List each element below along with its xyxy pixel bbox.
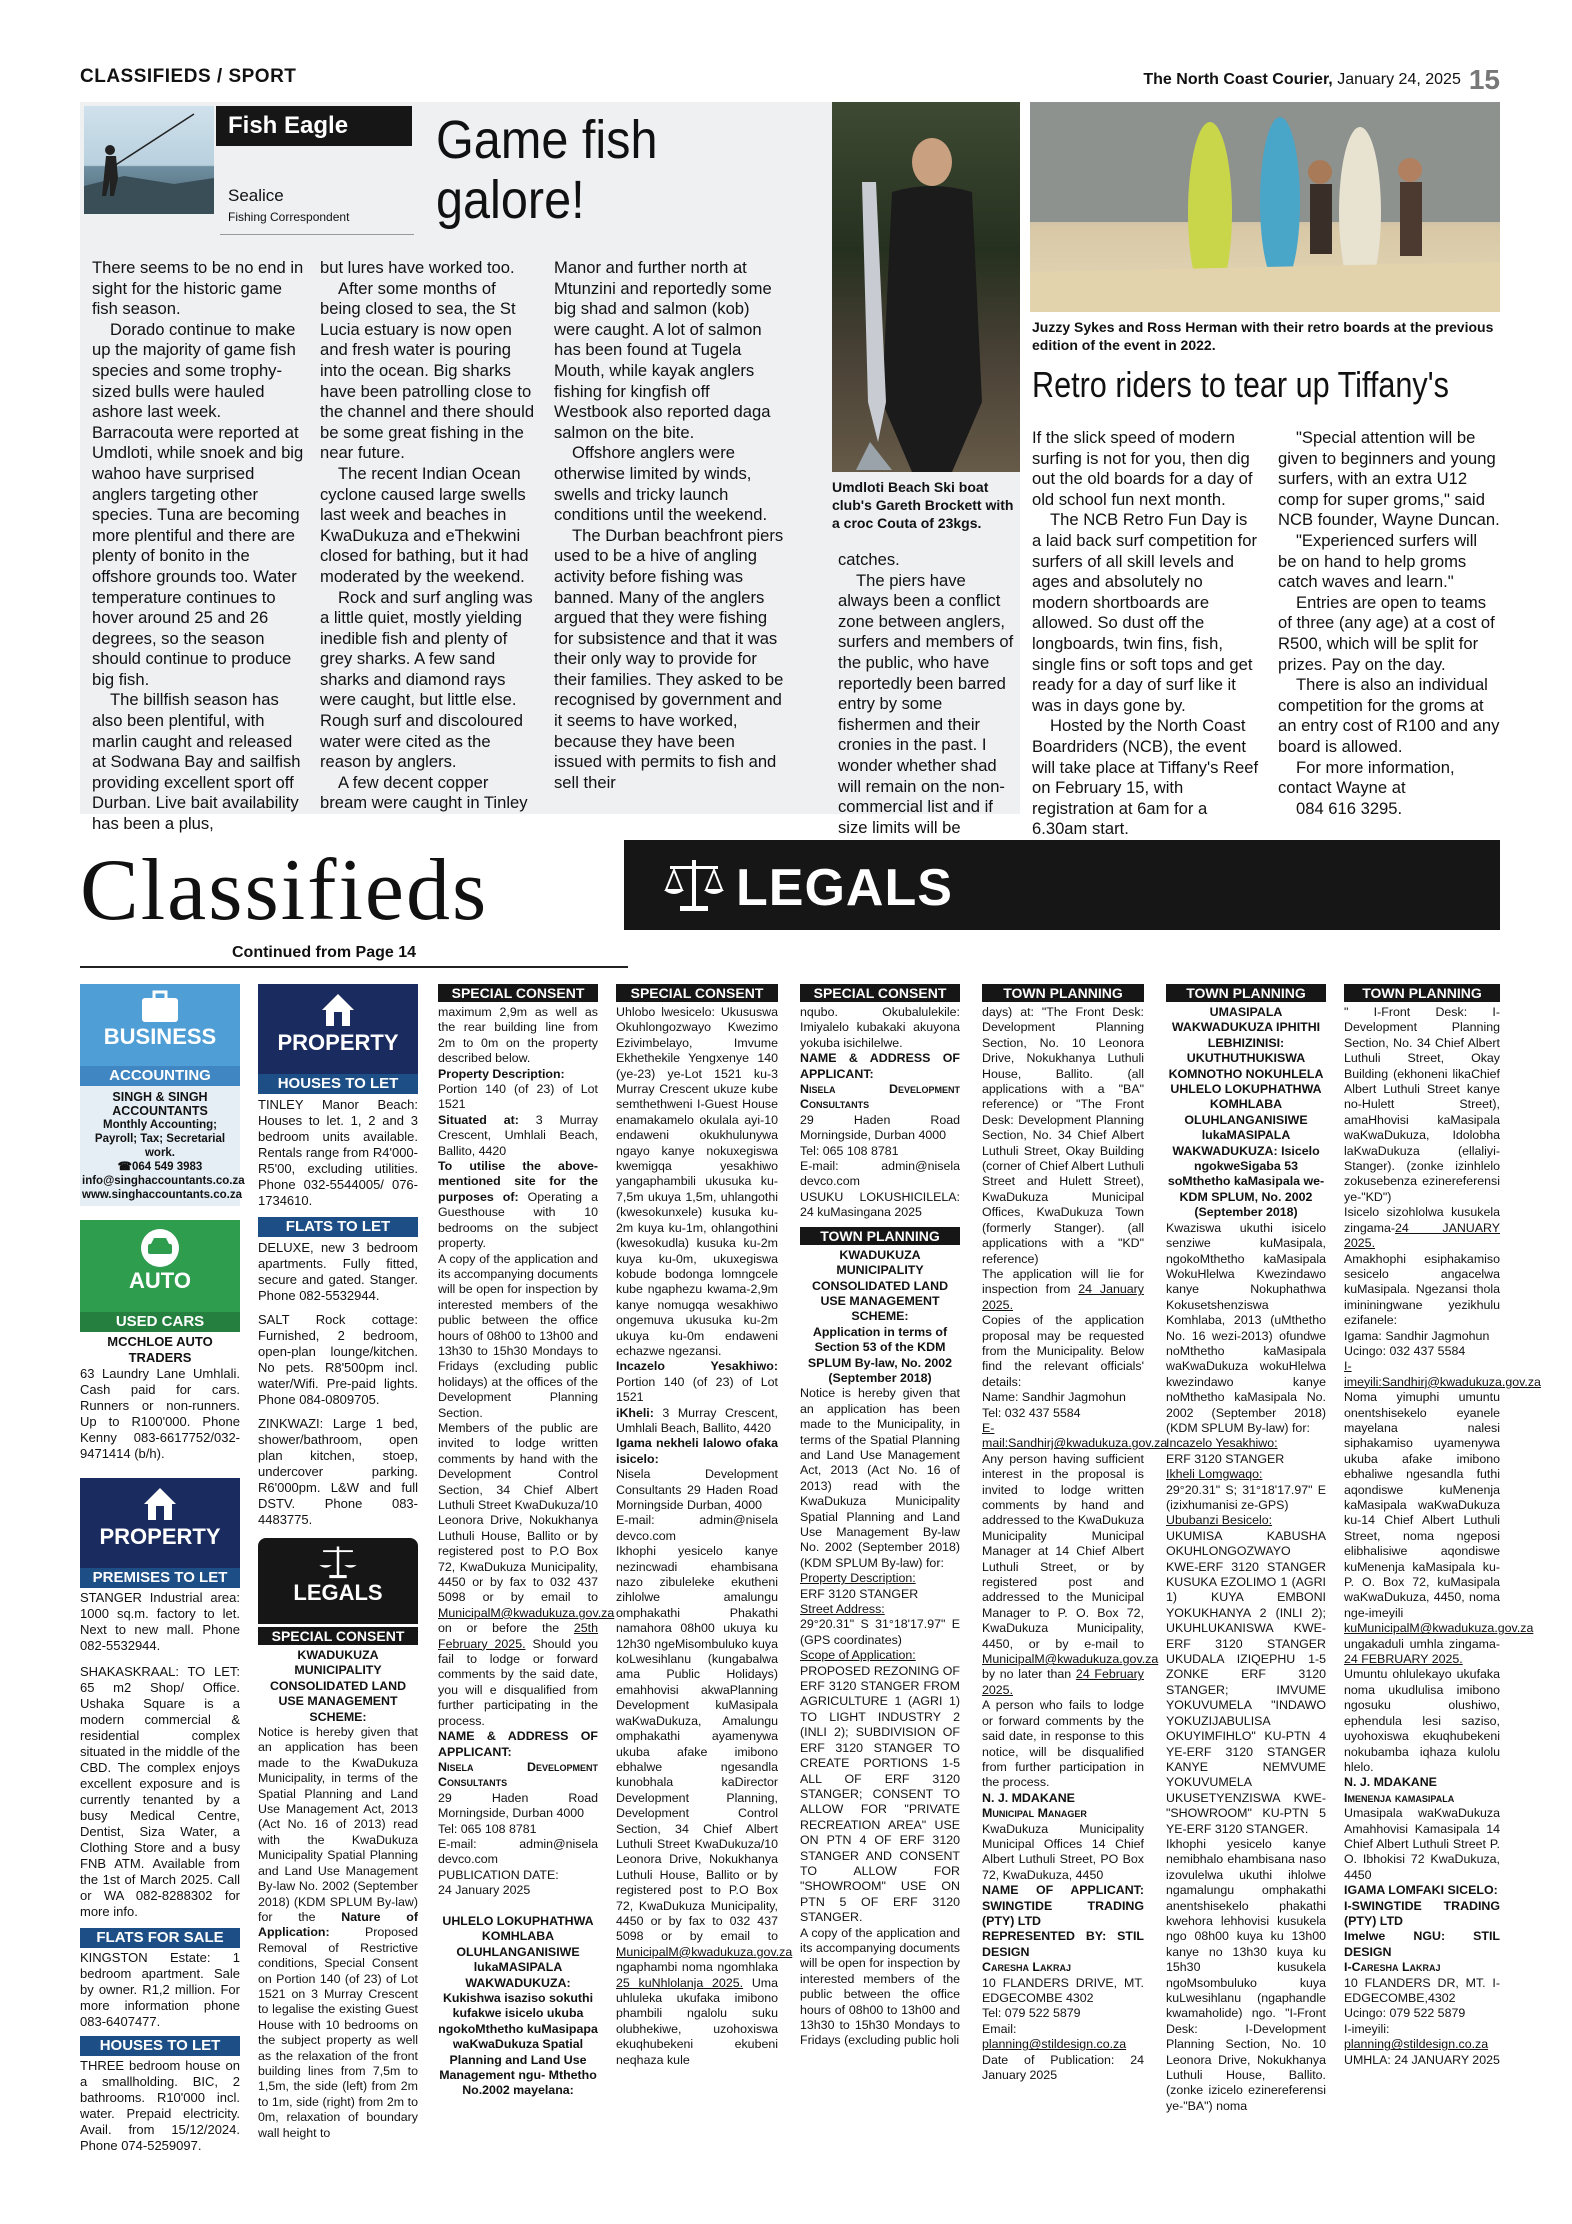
scope: PROPOSED REZONING OF ERF 3120 STANGER FROM AGRICULTURE 1 (AGRI 1) TO LIGHT INDUSTRY 2 (INLI 2); SUBDIVISION OF ERF 3120 STANGER TO CREATE PORTIONS 1-5 ALL OF ERF 3120 STANGER; CONSENT TO ALLOW FOR "PRIVATE RECREATION AREA" USE ON PTN 4 OF ERF 3120 STANGER AND CONSENT TO ALLOW FOR "SHOWROOM" USE ON PTN 5 OF ERF 3120 STANGER. bbox=[800, 1663, 960, 1925]
headline-line-2: galore! bbox=[436, 170, 585, 230]
continued-note: Continued from Page 14 bbox=[232, 944, 417, 961]
paragraph: The piers have always been a conflict zone between anglers, surfers and members of the public, who have reportedly been barred entry by some fishermen and their cronies in the past. I wonder whether shad will remain on the non-commercial list and if size limits will be bbox=[838, 570, 1014, 837]
legal-column-5 bbox=[800, 984, 960, 2049]
legal-column-8 bbox=[1344, 984, 1541, 2068]
ad-text: TINLEY Manor Beach: Houses to let. 1, 2 and 3 bedroom units available. Rentals range from R4'000-R5'00, excluding utilities. Phone 032-5544005/ 076-1734610. bbox=[258, 1097, 418, 1208]
special-consent-label: SPECIAL CONSENT bbox=[258, 1627, 418, 1645]
label: Property Description: bbox=[438, 1066, 565, 1081]
used-cars-label: USED CARS bbox=[80, 1312, 240, 1332]
ad-name: MCCHLOE AUTO TRADERS bbox=[107, 1334, 213, 1365]
paragraph: "Experienced surfers will be on hand to help groms catch waves and learn." bbox=[1278, 530, 1478, 592]
scales-of-justice-icon bbox=[662, 856, 726, 914]
text: maximum 2,9m as well as the rear building line from 2m to 0m on the property described below. bbox=[438, 1005, 598, 1066]
ad-text: DELUXE, new 3 bedroom apartments. Fully fitted, secure and gated. Stanger. Phone 082-5532944. bbox=[258, 1240, 418, 1303]
representative: Imelwe NGU: STIL DESIGN bbox=[1344, 1929, 1500, 1959]
manager-title: Imenenja kamasipala bbox=[1344, 1790, 1455, 1805]
ad-services: Monthly Accounting; Payroll; Tax; Secretarial work. bbox=[94, 1119, 226, 1159]
masthead-date bbox=[1143, 64, 1500, 96]
column-badge: Fish Eagle bbox=[216, 106, 412, 146]
label: Street Address: bbox=[800, 1602, 885, 1617]
text: Portion 140 (of 23) of Lot 1521 bbox=[616, 1374, 778, 1405]
legal-column-4 bbox=[616, 984, 793, 2068]
text: Uma uhluleka ukufaka imibono phambili ngalolu suku olubhekiwe, uzohoxiswa ekuqhubekeni ekubeni neqhaza kule bbox=[616, 1975, 778, 2067]
story-column-1 bbox=[92, 258, 304, 835]
surfers-photo bbox=[1030, 102, 1500, 312]
label: Situated at: bbox=[438, 1112, 519, 1127]
email-link[interactable]: MunicipalM@kwadukuza.gov.za bbox=[438, 1605, 615, 1620]
erf: ERF 3120 STANGER bbox=[1166, 1451, 1285, 1466]
date: 24 January 2025. bbox=[982, 1282, 1144, 1312]
label: Incazelo Yesakhiwo: bbox=[1166, 1436, 1278, 1451]
paper-name: The North Coast Courier, bbox=[1143, 71, 1333, 89]
columnist-name: Sealice bbox=[228, 186, 284, 205]
text: Amakhophi esiphakamiso sesicelo angacelwa kuMasipala. Ngezansi thola imininingwane yezikhulu ezifanele: bbox=[1344, 1251, 1500, 1328]
legals-title: LEGALS bbox=[736, 859, 953, 917]
contact-name: Igama: Sandhir Jagmohun bbox=[1344, 1328, 1490, 1343]
nature-label: Nature of Application: bbox=[258, 1909, 418, 1940]
address: KwaDukuza Municipality Municipal Offices 14 Chief Albert Luthuli Street, PO Box 72, KwaDukuza, 4450 bbox=[982, 1821, 1144, 1882]
byline-rule bbox=[220, 234, 414, 235]
label: Ikheli Lomgwaqo: bbox=[1166, 1467, 1263, 1482]
text: Ikhophi yesicelo kanye nemibhalo ehambisana naso izovulelwa ukuthi ihlolwe ngamalungu omphakathi anentshisekelo phakathi kwehora lehhovisi kusukela ngo 08h00 kuya ku 13h00 kanye no 13h30 kuya ku 15h30 kusukela ngoMsombuluko kuya kuLwesihlanu (ngaphandle kwamaholide) ngo. "I-Front Desk: I-Development Planning Section, No. 10 Leonora Drive, Nokukhanya Luthuli House, Ballito. (zonke izicelo ezinereferensi ye-"BA") noma bbox=[1166, 1836, 1326, 2113]
label: PUBLICATION DATE: bbox=[438, 1867, 559, 1882]
classifieds-banner bbox=[80, 840, 1500, 970]
text: Portion 140 (of 23) of Lot 1521 bbox=[438, 1082, 598, 1112]
deadline: 24 FEBRUARY 2025. bbox=[1344, 1652, 1463, 1667]
label: Property Description: bbox=[800, 1571, 916, 1586]
scheme-title: KWADUKUZA MUNICIPALITY CONSOLIDATED LAND USE MANAGEMENT SCHEME: bbox=[811, 1247, 949, 1324]
publication-date: Date of Publication: 24 January 2025 bbox=[982, 2052, 1144, 2083]
premises-label: PREMISES TO LET bbox=[80, 1568, 240, 1588]
label: Email: bbox=[982, 2021, 1017, 2036]
ad-email: info@singhaccountants.co.za bbox=[82, 1175, 245, 1187]
story-headline bbox=[436, 110, 657, 230]
retro-column-1 bbox=[1032, 428, 1260, 840]
angler-with-fish-image bbox=[832, 102, 1020, 472]
special-consent-label: SPECIAL CONSENT bbox=[616, 984, 778, 1002]
houses-to-let-label: HOUSES TO LET bbox=[80, 2036, 240, 2056]
address: 10 FLANDERS DR, MT. I-EDGECOMBE,4302 bbox=[1344, 1975, 1500, 2005]
email: E-mail: admin@nisela devco.com bbox=[800, 1159, 960, 1189]
application-title: Application in terms of Section 53 of the KDM SPLUM By-law, No. 2002 (September 2018) bbox=[807, 1324, 953, 1385]
classified-column-1 bbox=[80, 984, 245, 2154]
text: Should you fail to lodge or forward comments by the said date, you will e disqualified from further participating in the process. bbox=[438, 1636, 598, 1728]
address: 29 Haden Road Morningside, Durban 4000 bbox=[800, 1112, 960, 1143]
address: 10 FLANDERS DRIVE, MT. EDGECOMBE 4302 bbox=[982, 1975, 1144, 2005]
label: Incazelo Yesakhiwo: bbox=[616, 1359, 778, 1374]
scales-of-justice-icon bbox=[318, 1544, 358, 1580]
text: Notice is hereby given that an application has been made to the Municipality, in terms of the Spatial Planning and Land Use Management Act, 2013 (Act No. 16 of 2013) read with the KwaDukuza Municipality Spatial Planning and Land Use Management By-law No. 2002 (September 2018) (KDM SPLUM By-law) for: bbox=[800, 1386, 960, 1570]
email-link[interactable]: MunicipalM@kwadukuza.gov.za bbox=[982, 1652, 1159, 1667]
contact-name: Name: Sandhir Jagmohun bbox=[982, 1390, 1126, 1405]
text: Noma yimuphi umuntu onentshisekelo eyanele mayelana nalesi siphakamiso uyamenywa ukuba afake imibono ebhaliwe ngesandla futhi aqondiswe kuMenenja kaMasipala waKwaDukuza ku-14 Chief Albert Luthuli Street, noma ngeposi elibhalisiwe aqondiswe kuMenenja kaMasipala ku-P. O. Box 72, kuMasipala waKwaDukuza, 4450, noma nge-imeyili bbox=[1344, 1390, 1500, 1620]
phone: Ucingo: 032 437 5584 bbox=[1344, 1343, 1466, 1358]
classifieds-title: Classifieds bbox=[80, 842, 489, 939]
deadline: 25 kuNhlolanja 2025. bbox=[616, 1975, 744, 1990]
paragraph: After some months of being closed to sea, the St Lucia estuary is now open and fresh water is pouring into the ocean. Big sharks have been patrolling close to the channel and there should be some great fishing in the near future. bbox=[320, 278, 535, 463]
zulu-heading: UMASIPALA WAKWADUKUZA IPHITHI LEBHIZINISI: UKUTHUTHUKISWA KOMNOTHO NOKUHLELA UHLELO LOKUPHATHWA KOMHLABA OLUHLANGANISIWE lukaMASIPALA WAKWADUKUZA: Isicelo ngokweSigaba 53 soMthetho kaMasipala we-KDM SPLUM, No. 2002 (September 2018) bbox=[1167, 1005, 1325, 1220]
manager-title: Municipal Manager bbox=[982, 1806, 1087, 1821]
label: To utilise the above-mentioned site for the purposes of: bbox=[438, 1159, 598, 1204]
paragraph: The Durban beachfront piers used to be a hive of angling activity before fishing was banned. Many of the anglers argued that they were fishing for subsistence and that it was their only way to provide for their families. They asked to be recognised by government and it seems to have worked, because they have been issued with permits to fish and sell their bbox=[554, 525, 784, 792]
scope: UKUMISA KABUSHA OKUHLONGOZWAYO KWE-ERF 3120 STANGER KUSUKA EZOLIMO 1 (AGRI 1) KUYA EMBONI YOKUKHANYA 2 (INLI 2); UKUHLUKANISWA KWE-ERF 3120 STANGER UKUDALA IZIQEPHU 1-5 ZONKE ERF 3120 STANGER; IMVUME YOKUVUMELA "INDAWO YOKUZIJABULISA OKUYIMFIHLO" KU-PTN 4 YE-ERF 3120 STANGER KANYE NEMVUME YOKUVUMELA UKUSETYENZISWA KWE-"SHOWROOM" KU-PTN 5 YE-ERF 3120 STANGER. bbox=[1166, 1528, 1326, 1836]
legal-column-3 bbox=[438, 984, 615, 2099]
address: 29 Haden Road Morningside, Durban 4000 bbox=[438, 1790, 598, 1821]
date: 24 January 2025 bbox=[438, 1883, 531, 1898]
text: 3 Murray Crescent, Umhlali Beach, Ballito, 4420 bbox=[616, 1405, 778, 1435]
deadline: 24 February 2025. bbox=[982, 1667, 1144, 1697]
flats-for-sale-label: FLATS FOR SALE bbox=[80, 1928, 240, 1948]
story-column-4 bbox=[838, 550, 1018, 859]
text: " I-Front Desk: I-Development Planning Section, No. 34 Chief Albert Luthuli Street, Okay Building (ekhoneni likaChief Albert Luthuli Street kanye no-Hulett Street), amaHhovisi kaMasipala waKwaDukuza, Idolobha laKwaDukuza (ellaliyi-Stanger). (zonke izinhlelo zokusebenza ezinereferensi ye-"KD") bbox=[1344, 1005, 1500, 1204]
ad-text: SHAKASKRAAL: TO LET: 65 m2 Shop/ Office. Ushaka Square is a modern commercial & residential complex situated in the middle of the CBD. The complex enjoys excellent exposure and is currently tenanted by a busy Medical Centre, Dentist, Siza Water, a Clothing Store and a busy FNB ATM. Available from the 1st of March 2025. Call or WA 082-8288302 for more info. bbox=[80, 1664, 240, 1919]
classified-column-2 bbox=[258, 984, 418, 2141]
accountants-ad bbox=[80, 1086, 245, 1206]
ad-text: STANGER Industrial area: 1000 sq.m. factory to let. Next to new mall. Phone 082-5532944. bbox=[80, 1590, 240, 1653]
contact: I-Caresha Lakraj bbox=[1344, 1960, 1441, 1975]
page-number: 15 bbox=[1468, 64, 1500, 95]
ad-text: SALT Rock cottage: Furnished, 2 bedroom, open-plan lounge/kitchen. No pets. R8'500pm incl. water/Wifi. Pre-paid lights. Phone 084-0809705. bbox=[258, 1312, 418, 1407]
town-planning-label: TOWN PLANNING bbox=[1166, 984, 1326, 1002]
gps: 29°20.31" S 31°18'17.97" E (GPS coordinates) bbox=[800, 1617, 960, 1647]
town-planning-label: TOWN PLANNING bbox=[800, 1227, 960, 1245]
banner-rule bbox=[80, 966, 628, 968]
retro-caption: Juzzy Sykes and Ross Herman with their retro boards at the previous edition of the event in 2022. bbox=[1032, 319, 1494, 353]
contact: Caresha Lakraj bbox=[982, 1960, 1071, 1975]
applicant: Nisela Development Consultants bbox=[800, 1082, 960, 1112]
accounting-label: ACCOUNTING bbox=[80, 1066, 240, 1086]
label: IGAMA LOMFAKI SICELO: bbox=[1344, 1883, 1498, 1898]
property-category bbox=[80, 1478, 240, 1568]
text: ngaphambi noma ngomhlaka bbox=[616, 1960, 778, 1975]
auto-label: AUTO bbox=[129, 1267, 191, 1293]
label: I-imeyili: bbox=[1344, 2021, 1390, 2036]
ad-text: THREE bedroom house on a smallholding. BIC, 2 bathrooms. R10'000 incl. water. Prepaid electricity. Avail. from 15/12/2024. Phone 074-5259097. bbox=[80, 2058, 240, 2153]
paragraph: catches. bbox=[838, 550, 900, 569]
publication-date: USUKU LOKUSHICILELA: 24 kuMasingana 2025 bbox=[800, 1189, 960, 1220]
applicant: I-SWINGTIDE TRADING (PTY) LTD bbox=[1344, 1898, 1500, 1928]
auto-category bbox=[80, 1220, 240, 1312]
special-consent-label: SPECIAL CONSENT bbox=[800, 984, 960, 1002]
nature-text: Proposed Removal of Restrictive conditions, Special Consent on Portion 140 (of 23) of Lot 1521 on 3 Murray Crescent to legalise the existing Guest House with 10 bedrooms on the subject property as well as the relaxation of the front building lines from 7,5m to 1,5m, the side (left) from 2m to 1m, side (right) from 2m to 0m, relaxation of boundary wall height to bbox=[258, 1925, 418, 2140]
paragraph: The recent Indian Ocean cyclone caused large swells last week and beaches in KwaDukuza and eThekwini closed for bathing, but it had moderated by the weekend. bbox=[320, 463, 529, 586]
paragraph: "Special attention will be given to beginners and young surfers, with an extra U12 comp for super groms," said NCB founder, Wayne Duncan. bbox=[1278, 428, 1500, 530]
paragraph: If the slick speed of modern surfing is not for you, then dig out the old boards for a day of old school fun next month. bbox=[1032, 428, 1253, 509]
briefcase-icon bbox=[140, 990, 180, 1024]
text: Members of the public are invited to lodge written comments by hand with the Development Control Section, 34 Chief Albert Luthuli Street KwaDukuza/10 Leonora Drive, Nokukhanya Luthuli House, Ballito or by registered post to P.O Box 72, KwaDukuza Municipality, 4450 or by fax to 032 437 5098 or by email to bbox=[438, 1420, 598, 1605]
applicant: Nisela Development Consultants bbox=[438, 1759, 598, 1790]
text: 3 Murray Crescent, Umhlali Beach, Ballito, 4420 bbox=[438, 1112, 598, 1158]
paragraph: There is also an individual competition for the groms at an entry cost of R100 and any board is allowed. bbox=[1278, 675, 1500, 756]
label: Scope of Application: bbox=[800, 1648, 916, 1663]
house-icon bbox=[318, 990, 358, 1030]
angler-silhouette-icon bbox=[84, 106, 214, 214]
columnist-photo bbox=[84, 106, 214, 214]
paragraph: For more information, contact Wayne at bbox=[1278, 757, 1455, 798]
email-link[interactable]: I-imeyili:Sandhirj@kwadukuza.gov.za bbox=[1344, 1359, 1541, 1389]
house-icon bbox=[140, 1484, 180, 1524]
property-label: PROPERTY bbox=[277, 1029, 399, 1055]
surfboards-image bbox=[1030, 102, 1500, 312]
text: nqubo. Okubalulekile: Imiyalelo kubakaki akuyona yokuba isichilelwe. bbox=[800, 1005, 960, 1050]
text: A person who fails to lodge or forward comments by the said date, in response to this notice, will be disqualified from further participation in the process. bbox=[982, 1698, 1144, 1790]
catch-photo bbox=[832, 102, 1020, 472]
section-label: CLASSIFIEDS / SPORT bbox=[80, 66, 297, 87]
page-header bbox=[80, 64, 1500, 94]
business-category bbox=[80, 984, 240, 1066]
text: Kwaziswa ukuthi isicelo senziwe kuMasipala, ngokoMthetho kaMasipala WokuHlelwa Kwezindawo kanye Nokuphathwa Kokusetshenziswa Komhlaba, 2013 (uMthetho No. 16 wezi-2013) ofundwe noMthetho kaMasipala waKwaDukuza wokuHlelwa kwezindawo kanye noMthetho kaMasipala No. 2002 (September 2018) (KDM SPLUM By-law) for: bbox=[1166, 1220, 1326, 1435]
text: Ikhophi yesicelo kanye nezincwadi ehambisana nazo zibuleleke ekutheni zihlolwe amalungu omphakathi Phakathi namahora 08h00 ukuya ku 12h30 ngeMisombuluko kuya koLwesihlanu (kungabalwa ama Public Holidays) emahhovisi akwaPlanning Development kuMasipala waKwaDukuza, Amalungu omphakathi ayamenywa ukuba afake imibono ebhalwe ngesandla kunobhala kaDirector Development Planning, Development Control Section, 34 Chief Albert Luthuli Street KwaDukuza/10 Leonora Drive, Nokukhanya Luthuli House, Ballito or by registered post to P.O Box 72, KwaDukuza Municipality, 4450 or by fax to 032 437 5098 or by email to bbox=[616, 1544, 778, 1944]
phone: Tel: 079 522 5879 bbox=[982, 2006, 1081, 2021]
flats-to-let-label: FLATS TO LET bbox=[258, 1217, 418, 1237]
columnist-role: Fishing Correspondent bbox=[228, 210, 350, 224]
retro-headline: Retro riders to tear up Tiffany's bbox=[1032, 364, 1449, 405]
text: Operating a Guesthouse with 10 bedrooms on the subject property. bbox=[438, 1189, 598, 1251]
manager-name: N. J. MDAKANE bbox=[1344, 1775, 1437, 1790]
ad-web: www.singhaccountants.co.za bbox=[82, 1189, 242, 1201]
scheme-title: KWADUKUZA MUNICIPALITY CONSOLIDATED LAND USE MANAGEMENT SCHEME: bbox=[269, 1648, 407, 1724]
fishing-story bbox=[80, 102, 1020, 837]
text: Nisela Development Consultants 29 Haden Road Morningside Durban, 4000 bbox=[616, 1467, 778, 1512]
ad-text: KINGSTON Estate: 1 bedroom apartment. Sale by owner. R1,2 million. For more information phone 083-6407477. bbox=[80, 1950, 240, 2029]
address: Umasipala waKwaDukuza Amahhovisi Kamasipala 14 Chief Albert Luthuli Street P. O. Ibhokisi 72 KwaDukuza, 4450 bbox=[1344, 1806, 1500, 1882]
email: E-mail: admin@nisela devco.com bbox=[616, 1513, 778, 1543]
paragraph: The billfish season has also been plentiful, with marlin caught and released at Sodwana Bay and sailfish providing excellent sport off Durban. Live bait availability has been a plus, bbox=[92, 690, 301, 834]
paragraph: Manor and further north at Mtunzini and reportedly some big shad and salmon (kob) were caught. A lot of salmon has been found at Tugela Mouth, while kayak anglers fishing for kingfish off Westbook also reported daga salmon on the bite. bbox=[554, 258, 772, 442]
ad-name: SINGH & SINGH ACCOUNTANTS bbox=[112, 1090, 208, 1118]
text: Any person having sufficient interest in the proposal is invited to lodge written comments by hand and addressed to the KwaDukuza Municipality Municipal Manager at 14 Chief Albert Luthuli Street, or by registered post and addressed to the Municipal Manager to P. O. Box 72, KwaDukuza Municipality, 4450, or by e-mail to bbox=[982, 1451, 1144, 1651]
paragraph: but lures have worked too. bbox=[320, 258, 515, 277]
town-planning-label: TOWN PLANNING bbox=[982, 984, 1144, 1002]
text: Umuntu ohlulekayo ukufaka noma ukudlulisa imibono ngosuku olushiwo, ephendula lesi saziso, uyohoxiswa ekuqhubekeni nokubamba iqhaza kulolu hlelo. bbox=[1344, 1667, 1500, 1774]
paragraph: The NCB Retro Fun Day is a laid back surf competition for surfers of all skill levels and ages and absolutely no modern shortboards are allowed. So dust off the longboards, twin fins, fish, single fins or soft tops and get ready for a day of surf like it was in days gone by. bbox=[1032, 510, 1258, 715]
headline-line-1: Game fish bbox=[436, 110, 658, 170]
paragraph: Hosted by the North Coast Boardriders (NCB), the event will take place at Tiffany's Reef on February 15, with registration at 6am for a 6.30am start. bbox=[1032, 716, 1259, 839]
legals-label: LEGALS bbox=[293, 1579, 383, 1605]
email-link[interactable]: MunicipalM@kwadukuza.gov.za bbox=[616, 1944, 793, 1959]
phone: Tel: 065 108 8781 bbox=[800, 1143, 899, 1158]
email-link[interactable]: planning@stildesign.co.za bbox=[1344, 2037, 1489, 2052]
photo-caption: Umdloti Beach Ski boat club's Gareth Brockett with a croc Couta of 23kgs. bbox=[832, 479, 1014, 531]
paragraph: Rock and surf angling was a little quiet, mostly yielding inedible fish and plenty of grey sharks. A few sand sharks and diamond rays were caught, but little else. Rough surf and discoloured water were cited as the reason by anglers. bbox=[320, 587, 533, 772]
label: Igama nekheli lalowo ofaka isicelo: bbox=[616, 1436, 778, 1466]
label: iKheli: bbox=[616, 1405, 654, 1420]
email: E-mail: admin@nisela devco.com bbox=[438, 1836, 598, 1867]
legal-notice bbox=[258, 1648, 418, 2141]
label: Ububanzi Besicelo: bbox=[1166, 1513, 1273, 1528]
houses-to-let-label: HOUSES TO LET bbox=[258, 1074, 418, 1094]
property-category bbox=[258, 984, 418, 1074]
car-icon bbox=[136, 1228, 184, 1268]
story-column-3 bbox=[554, 258, 786, 793]
paragraph: Offshore anglers were otherwise limited by winds, swells and tricky launch conditions until the weekend. bbox=[554, 443, 768, 525]
text: Uhlobo lwesicelo: Ukususwa Okuhlongozwayo Kwezimo Ezivimbelayo, Imvume Ekhethekile Yengxenye 140 (ye-23) ye-Lot 1521 ku-3 Murray Crescent ukuze kube semthethweni I-Guest House enamakamelo okulala ayi-10 endaweni okukhulunywa ngayo kanye nokuxegiswa kwemigqa yesakhiwo yangaphambili ukusuka ku-7,5m ukuya 1,5m, uhlangothi (kwesokunxele) kusuka ku-2m kuya ku-1m, ohlangothini (kwesokudla) kusuka ku-2m kuya ku-0m, ukuxegiswa kobude bodonga lomngcele kube ngaphezu kwama-2,9m kanye nomugqa wesakhiwo ongemuva ukusuka ku-2m ukuya ku-0m endaweni echazwe ngezansi. bbox=[616, 1005, 778, 1358]
property-label: PROPERTY bbox=[99, 1523, 221, 1549]
legal-column-7 bbox=[1166, 984, 1326, 2114]
paragraph: A few decent copper bream were caught in Tinley bbox=[320, 772, 528, 813]
notice-text: Notice is hereby given that an application has been made to the KwaDukuza Municipality, in terms of the Spatial Planning and Land Use Management Act, 2013 (Act No. 16 of 2013) read with the KwaDukuza Municipality Spatial Planning and Land Use Management By-law No. 2002 (September 2018) (KDM SPLUM By-law) for the bbox=[258, 1725, 418, 1924]
representative: REPRESENTED BY: STIL DESIGN bbox=[982, 1929, 1144, 1959]
phone: Tel: 065 108 8781 bbox=[438, 1821, 537, 1836]
paragraph: 084 616 3295. bbox=[1296, 798, 1403, 818]
publication-date: UMHLA: 24 JANUARY 2025 bbox=[1344, 2052, 1500, 2067]
erf: ERF 3120 STANGER bbox=[800, 1586, 919, 1601]
email-link[interactable]: kuMunicipalM@kwadukuza.gov.za bbox=[1344, 1621, 1534, 1636]
applicant: NAME OF APPLICANT: SWINGTIDE TRADING (PTY) LTD bbox=[982, 1883, 1144, 1928]
date: 24 JANUARY 2025. bbox=[1344, 1220, 1500, 1251]
town-planning-label: TOWN PLANNING bbox=[1344, 984, 1500, 1002]
retro-column-2 bbox=[1278, 428, 1500, 819]
legals-header bbox=[624, 840, 1500, 930]
phone: Tel: 032 437 5584 bbox=[982, 1405, 1081, 1420]
text: The application will lie for inspection from bbox=[982, 1266, 1144, 1297]
label: NAME & ADDRESS OF APPLICANT: bbox=[800, 1051, 960, 1081]
paragraph: Dorado continue to make up the majority of game fish species and some trophy-sized bulls were hauled ashore last week. Barracouta were reported at Umdloti, while snoek and big wahoo have surprised anglers targeting other species. Tuna are becoming more plentiful and there are plenty of bonito in the offshore grounds too. Water temperature continues to hover around 25 and 26 degrees, so the season should continue to produce big fish. bbox=[92, 319, 304, 689]
legal-column-6 bbox=[982, 984, 1168, 2083]
legals-category bbox=[258, 1538, 418, 1624]
deadline: 25th February 2025. bbox=[438, 1621, 598, 1651]
text: Copies of the application proposal may be requested from the Municipality. Below find the relevant officials' details: bbox=[982, 1313, 1144, 1389]
text: days) at: "The Front Desk: Development Planning Section, No. 10 Leonora Drive, Nokukhanya Luthuli House, Ballito. (all applications with a "BA" reference) or "The Front Desk: Development Planning Section, No. 34 Chief Albert Luthuli Street, Okay Building (corner of Chief Albert Luthuli Street and Hulett Street), KwaDukuza Municipal Offices, KwaDukuza Town (formerly Stanger). (all applications with a "KD" reference) bbox=[982, 1005, 1144, 1266]
story-column-2 bbox=[320, 258, 536, 814]
paragraph: Entries are open to teams of three (any age) at a cost of R500, which will be split for prizes. Pay on the day. bbox=[1278, 592, 1495, 674]
ad-phone: ☎064 549 3983 bbox=[117, 1161, 203, 1173]
paragraph: There seems to be no end in sight for the historic game fish season. bbox=[92, 258, 304, 319]
issue-date: January 24, 2025 bbox=[1337, 71, 1461, 89]
email-link[interactable]: planning@stildesign.co.za bbox=[982, 2037, 1127, 2052]
car-ad bbox=[80, 1332, 240, 1462]
premises-ads bbox=[80, 1590, 240, 1920]
manager-name: N. J. MDAKANE bbox=[982, 1790, 1075, 1805]
ad-text: 63 Laundry Lane Umhlali. Cash paid for cars. Runners or non-runners. Up to R100'000. Phone Kenny 083-6617752/032-9471414 (b/h). bbox=[80, 1366, 240, 1461]
text: Isicelo sizohlolwa kusukela zingama- bbox=[1344, 1205, 1500, 1235]
text: on or before the bbox=[438, 1621, 560, 1636]
ad-text: ZINKWAZI: Large 1 bed, shower/bathroom, open plan kitchen, stoep, undercover parking. R6'000pm. L&W and full DSTV. Phone 083-4483775. bbox=[258, 1416, 418, 1527]
special-consent-label: SPECIAL CONSENT bbox=[438, 984, 598, 1002]
business-label: BUSINESS bbox=[103, 1023, 217, 1049]
email-link[interactable]: E-mail:Sandhirj@kwadukuza.gov.za bbox=[982, 1420, 1168, 1451]
text: ungakaduli umhla zingama- bbox=[1344, 1636, 1500, 1651]
zulu-heading: UHLELO LOKUPHATHWA KOMHLABA OLUHLANGANISIWE lukaMASIPALA WAKWADUKUZA: Kukishwa isaziso sokuthi kufakwe isicelo ukuba ngokoMthetho kuMasipapa waKwaDukuza Spatial Planning and Land Use Management ngu- Mthetho No.2002 mayelana: bbox=[438, 1913, 598, 2098]
gps: 29°20.31" S; 31°18'17.97" E (izixhumanisi ze-GPS) bbox=[1166, 1482, 1326, 1512]
phone: Ucingo: 079 522 5879 bbox=[1344, 2006, 1466, 2021]
text: A copy of the application and its accompanying documents will be open for inspection by interested members of the public between the office hours of 08h00 to 13h00 and 13h30 to 15h30 Mondays to Fridays (excluding public holidays) at the offices of the Development Planning Section. bbox=[438, 1251, 598, 1420]
text: A copy of the application and its accompanying documents will be open for inspection by interested members of the public between the office hours of 08h00 to 13h00 and 13h30 to 15h30 Mondays to Fridays (excluding public holi bbox=[800, 1925, 960, 2048]
label: NAME & ADDRESS OF APPLICANT: bbox=[438, 1729, 598, 1759]
text: by no later than bbox=[982, 1667, 1072, 1682]
